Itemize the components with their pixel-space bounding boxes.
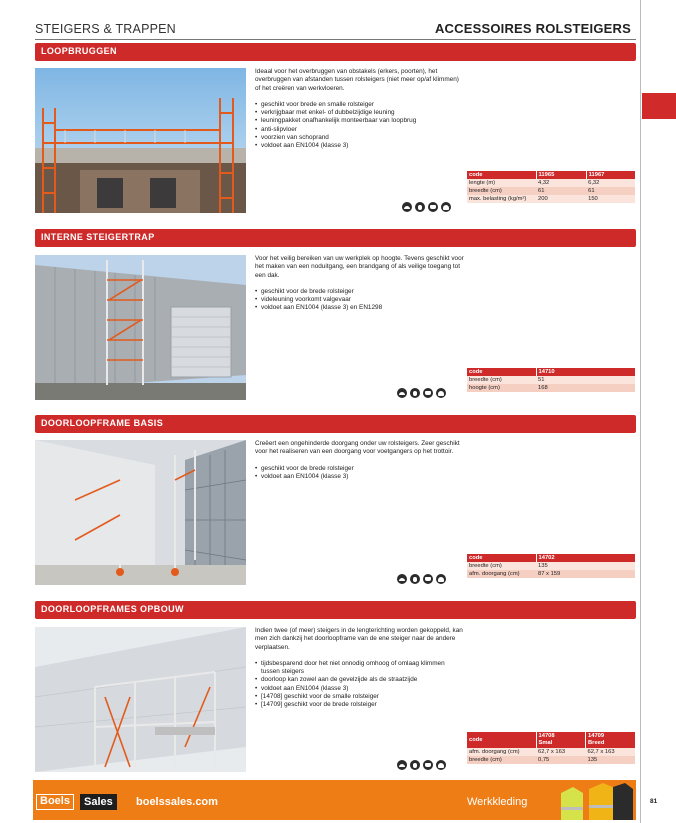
footer-banner[interactable] bbox=[33, 780, 636, 820]
table-cell: 6,32 bbox=[586, 179, 635, 187]
table-cell: 14708 Smal bbox=[536, 732, 586, 748]
section-header-doorloopframe-basis bbox=[35, 415, 636, 433]
table-cell: 62,7 x 163 bbox=[536, 748, 586, 756]
helmet-icon bbox=[397, 574, 407, 584]
table-cell: afm. doorgang (cm) bbox=[467, 748, 536, 756]
table-row bbox=[467, 562, 635, 570]
page-title: ACCESSOIRES ROLSTEIGERS bbox=[434, 21, 631, 36]
table-cell: 14710 bbox=[536, 368, 635, 376]
table-row bbox=[467, 384, 635, 392]
table-cell: 14702 bbox=[536, 554, 635, 562]
list-item: • geschikt voor de brede rolsteiger bbox=[255, 288, 465, 296]
boots-icon bbox=[423, 574, 433, 584]
section-header-doorloopframes-opbouw bbox=[35, 601, 636, 619]
table-cell: breedte (cm) bbox=[467, 756, 536, 764]
table-header-row bbox=[467, 171, 635, 179]
list-item: • voorzien van schoprand bbox=[255, 134, 465, 142]
table-cell: 51 bbox=[536, 376, 635, 384]
description-interne-steigertrap bbox=[255, 255, 465, 313]
chapter-title: STEIGERS & TRAPPEN bbox=[35, 22, 176, 36]
table-cell: code bbox=[467, 171, 536, 179]
section-title: DOORLOOPFRAME BASIS bbox=[41, 418, 164, 428]
list-item: • geschikt voor de brede rolsteiger bbox=[255, 465, 465, 473]
photo-doorloopframe-basis bbox=[35, 440, 246, 585]
website-link[interactable]: boelssales.com bbox=[136, 796, 218, 808]
chapter-tab bbox=[642, 93, 676, 119]
header-rule bbox=[35, 39, 636, 40]
safety-icons bbox=[397, 760, 446, 770]
table-cell: 11967 bbox=[586, 171, 635, 179]
table-cell: max. belasting (kg/m²) bbox=[467, 195, 536, 203]
table-cell: afm. doorgang (cm) bbox=[467, 570, 536, 578]
table-row bbox=[467, 570, 635, 578]
table-cell: 61 bbox=[536, 187, 586, 195]
helmet-icon bbox=[402, 202, 412, 212]
page-number: 81 bbox=[650, 798, 658, 805]
table-cell: 61 bbox=[586, 187, 635, 195]
list-item: • [14709] geschikt voor de brede rolsteiger bbox=[255, 701, 465, 709]
spec-table-interne-steigertrap bbox=[467, 368, 635, 392]
boots-icon bbox=[423, 760, 433, 770]
table-row bbox=[467, 179, 635, 187]
gloves-icon bbox=[410, 574, 420, 584]
table-cell: breedte (cm) bbox=[467, 187, 536, 195]
list-item: • leuningpakket onafhankelijk monteerbaar van loopbrug bbox=[255, 117, 465, 125]
helmet-icon bbox=[397, 760, 407, 770]
section-title: INTERNE STEIGERTRAP bbox=[41, 232, 155, 242]
photo-loopbruggen bbox=[35, 68, 246, 213]
table-row bbox=[467, 195, 635, 203]
list-item: • voldoet aan EN1004 (klasse 3) en EN1298 bbox=[255, 304, 465, 312]
table-header-row bbox=[467, 368, 635, 376]
boots-icon bbox=[428, 202, 438, 212]
intro-text: Creëert een ongehinderde doorgang onder uw rolsteigers. Zeer geschikt voor het realiseren van een doorgang voor voetgangers op het trottoir. bbox=[255, 440, 460, 456]
table-cell: 150 bbox=[586, 195, 635, 203]
table-cell: 200 bbox=[536, 195, 586, 203]
list-item: • anti-slipvloer bbox=[255, 126, 465, 134]
table-cell: 14709 Breed bbox=[586, 732, 636, 748]
spec-table-loopbruggen bbox=[467, 171, 635, 203]
safety-icons bbox=[402, 202, 451, 212]
brand-logo-boels: Boels bbox=[36, 794, 74, 810]
description-loopbruggen bbox=[255, 68, 465, 151]
gloves-icon bbox=[410, 388, 420, 398]
ear-protection-icon bbox=[441, 202, 451, 212]
feature-list bbox=[255, 101, 465, 151]
ear-protection-icon bbox=[436, 574, 446, 584]
feature-list bbox=[255, 288, 465, 313]
feature-list bbox=[255, 660, 465, 710]
table-header-row bbox=[467, 554, 635, 562]
list-item: • videleuning voorkomt valgevaar bbox=[255, 296, 465, 304]
feature-list bbox=[255, 465, 465, 482]
table-cell: code bbox=[467, 368, 536, 376]
table-header-row bbox=[467, 732, 635, 748]
table-cell: 0,75 bbox=[536, 756, 586, 764]
helmet-icon bbox=[397, 388, 407, 398]
table-cell: 87 x 159 bbox=[536, 570, 635, 578]
list-item: • tijdsbesparend door het niet onnodig omhoog of omlaag klimmen tussen steigers bbox=[255, 660, 465, 677]
safety-icons bbox=[397, 574, 446, 584]
list-item: • geschikt voor brede en smalle rolsteiger bbox=[255, 101, 465, 109]
table-row bbox=[467, 187, 635, 195]
table-cell: breedte (cm) bbox=[467, 562, 536, 570]
section-header-loopbruggen bbox=[35, 43, 636, 61]
table-row bbox=[467, 376, 635, 384]
intro-text: Indien twee (of meer) steigers in de lengterichting worden gekoppeld, kan men zich dankzij het doorloopframe van de ene steiger naar de andere verplaatsen. bbox=[255, 627, 463, 651]
photo-interne-steigertrap bbox=[35, 255, 246, 400]
section-header-interne-steigertrap bbox=[35, 229, 636, 247]
safety-icons bbox=[397, 388, 446, 398]
list-item: • voldoet aan EN1004 (klasse 3) bbox=[255, 685, 465, 693]
table-cell: breedte (cm) bbox=[467, 376, 536, 384]
table-row bbox=[467, 748, 635, 756]
photo-doorloopframes-opbouw bbox=[35, 627, 246, 772]
table-cell: lengte (m) bbox=[467, 179, 536, 187]
spec-table-doorloopframe-basis bbox=[467, 554, 635, 578]
gloves-icon bbox=[415, 202, 425, 212]
table-cell: hoogte (cm) bbox=[467, 384, 536, 392]
ear-protection-icon bbox=[436, 760, 446, 770]
workwear-image bbox=[555, 781, 633, 820]
list-item: • [14708] geschikt voor de smalle rolsteiger bbox=[255, 693, 465, 701]
description-doorloopframe-basis bbox=[255, 440, 465, 481]
list-item: • voldoet aan EN1004 (klasse 3) bbox=[255, 142, 465, 150]
description-doorloopframes-opbouw bbox=[255, 627, 465, 710]
brand-logo-sales: Sales bbox=[80, 794, 117, 810]
list-item: • voldoet aan EN1004 (klasse 3) bbox=[255, 473, 465, 481]
gloves-icon bbox=[410, 760, 420, 770]
page-edge-line bbox=[640, 0, 641, 823]
table-cell: 62,7 x 163 bbox=[586, 748, 636, 756]
table-cell: 168 bbox=[536, 384, 635, 392]
section-title: DOORLOOPFRAMES OPBOUW bbox=[41, 604, 184, 614]
ear-protection-icon bbox=[436, 388, 446, 398]
table-cell: 11965 bbox=[536, 171, 586, 179]
intro-text: Voor het veilig bereiken van uw werkplek op hoogte. Tevens geschikt voor het maken van een noduitgang, een brandgang of als veilige toegang tot een dak. bbox=[255, 255, 464, 279]
list-item: • verkrijgbaar met enkel- of dubbelzijdige leuning bbox=[255, 109, 465, 117]
footer-tagline: Werkkleding bbox=[467, 796, 528, 808]
list-item: • doorloop kan zowel aan de gevelzijde als de straatzijde bbox=[255, 676, 465, 684]
table-cell: code bbox=[467, 732, 536, 748]
boots-icon bbox=[423, 388, 433, 398]
table-cell: 135 bbox=[586, 756, 636, 764]
intro-text: Ideaal voor het overbruggen van obstakels (erkers, poorten), het overbruggen van afstanden tussen rolsteigers (niet meer op/af klimmen) of het creëren van werkvloeren. bbox=[255, 68, 459, 92]
table-cell: 135 bbox=[536, 562, 635, 570]
table-row bbox=[467, 756, 635, 764]
table-cell: 4,32 bbox=[536, 179, 586, 187]
section-title: LOOPBRUGGEN bbox=[41, 46, 117, 56]
spec-table-doorloopframes-opbouw bbox=[467, 732, 635, 764]
table-cell: code bbox=[467, 554, 536, 562]
